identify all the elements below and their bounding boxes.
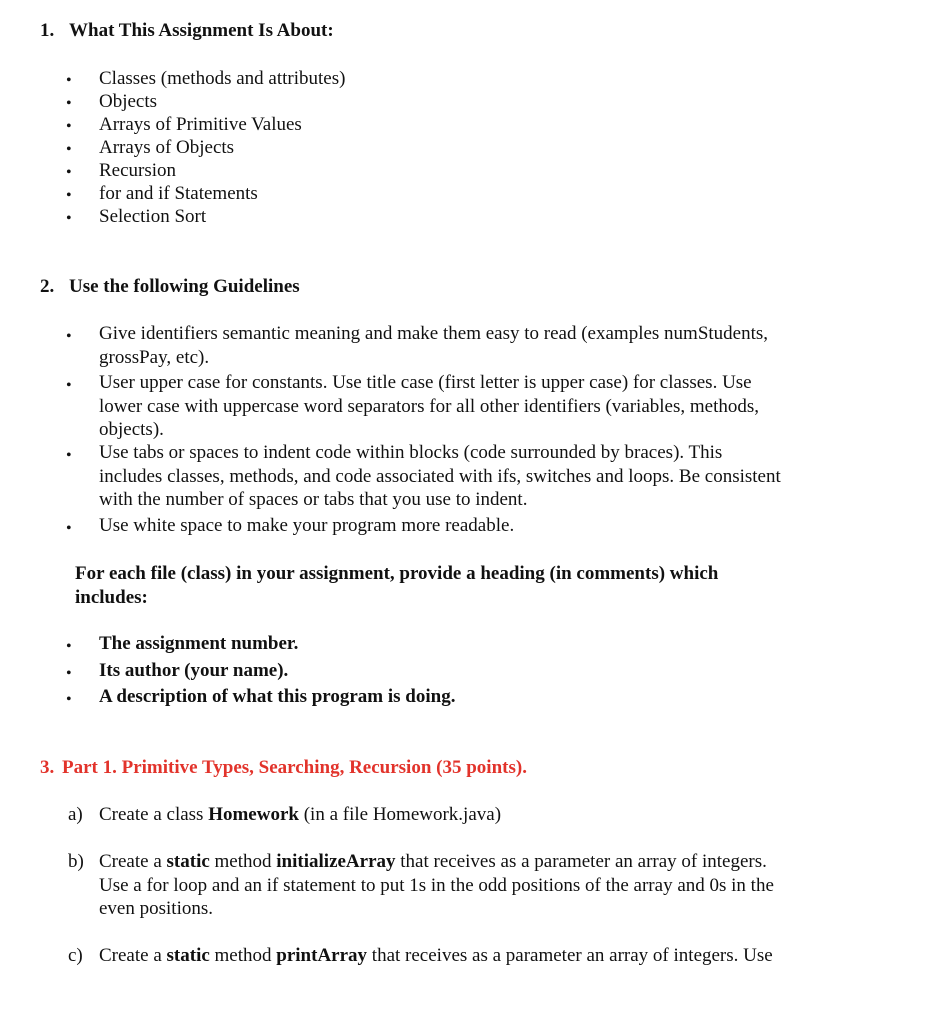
method-name: initializeArray <box>276 851 396 872</box>
section-1-heading <box>40 20 334 42</box>
list-item: Objects <box>99 91 158 112</box>
step-label-a: a) <box>68 804 83 825</box>
guideline-line: lower case with uppercase word separators for all other identifiers (variables, methods, <box>99 395 760 417</box>
list-item: Recursion <box>99 160 177 181</box>
section-2-title: Use the following Guidelines <box>69 276 300 297</box>
guideline-line: Use white space to make your program more readable. <box>99 515 515 536</box>
bullet-icon: • <box>66 665 72 682</box>
bullet-icon: • <box>66 118 72 135</box>
step-line <box>99 850 774 874</box>
step-text: method <box>209 851 277 872</box>
section-3-number: 3. <box>40 757 55 778</box>
step-text: that receives as a parameter an array of integers. Use <box>367 945 773 966</box>
list-item: Classes (methods and attributes) <box>99 68 346 89</box>
step-line: Use a for loop and an if statement to put 1s in the odd positions of the array and 0s in the <box>99 874 774 896</box>
guideline-line: User upper case for constants. Use title case (first letter is upper case) for classes. Use <box>99 372 752 393</box>
step-text: Create a <box>99 851 167 872</box>
bullet-icon: • <box>66 691 72 708</box>
step-text: (in a file Homework.java) <box>298 804 502 825</box>
guideline-item <box>99 441 781 512</box>
step-b <box>99 850 774 921</box>
section-2-number: 2. <box>40 276 55 297</box>
section-3-heading <box>40 757 527 779</box>
bullet-icon: • <box>66 141 72 158</box>
keyword: static <box>166 945 210 966</box>
guideline-line: objects). <box>99 419 164 440</box>
guideline-item <box>99 514 514 538</box>
section-1-number: 1. <box>40 20 55 41</box>
section-2-heading <box>40 276 300 298</box>
guideline-line: with the number of spaces or tabs that you use to indent. <box>99 489 528 510</box>
bullet-icon: • <box>66 72 72 89</box>
step-label-c: c) <box>68 945 83 966</box>
step-text: Create a <box>99 945 167 966</box>
step-text: Create a class <box>99 804 209 825</box>
section-1-title: What This Assignment Is About: <box>69 20 334 41</box>
guideline-line: Give identifiers semantic meaning and make them easy to read (examples numStudents, <box>99 323 769 344</box>
heading-note-line: For each file (class) in your assignment, provide a heading (in comments) which <box>75 563 719 584</box>
step-label-b: b) <box>68 851 84 872</box>
step-line: even positions. <box>99 898 213 919</box>
guideline-item <box>99 371 759 442</box>
heading-note <box>75 562 718 609</box>
step-text: method <box>209 945 277 966</box>
bullet-icon: • <box>66 638 72 655</box>
class-name: Homework <box>208 804 299 825</box>
list-item: for and if Statements <box>99 183 258 204</box>
list-item: The assignment number. <box>99 633 299 654</box>
bullet-icon: • <box>66 210 72 227</box>
step-c <box>99 944 773 967</box>
bullet-icon: • <box>66 187 72 204</box>
guideline-line: includes classes, methods, and code associated with ifs, switches and loops. Be consistent <box>99 465 781 487</box>
bullet-icon: • <box>66 520 72 537</box>
method-name: printArray <box>276 945 368 966</box>
list-item: Arrays of Objects <box>99 137 235 158</box>
list-item: A description of what this program is doing. <box>99 686 456 707</box>
guideline-item <box>99 322 768 369</box>
bullet-icon: • <box>66 328 72 345</box>
heading-note-line: includes: <box>75 586 148 608</box>
keyword: static <box>166 851 210 872</box>
step-text: that receives as a parameter an array of integers. <box>395 851 767 872</box>
bullet-icon: • <box>66 377 72 394</box>
step-a <box>99 803 501 826</box>
list-item: Its author (your name). <box>99 660 289 681</box>
list-item: Selection Sort <box>99 206 207 227</box>
list-item: Arrays of Primitive Values <box>99 114 302 135</box>
section-3-title: Part 1. Primitive Types, Searching, Recursion (35 points). <box>62 757 527 778</box>
guideline-line: Use tabs or spaces to indent code within blocks (code surrounded by braces). This <box>99 442 723 463</box>
bullet-icon: • <box>66 95 72 112</box>
bullet-icon: • <box>66 164 72 181</box>
bullet-icon: • <box>66 447 72 464</box>
guideline-line: grossPay, etc). <box>99 346 210 368</box>
